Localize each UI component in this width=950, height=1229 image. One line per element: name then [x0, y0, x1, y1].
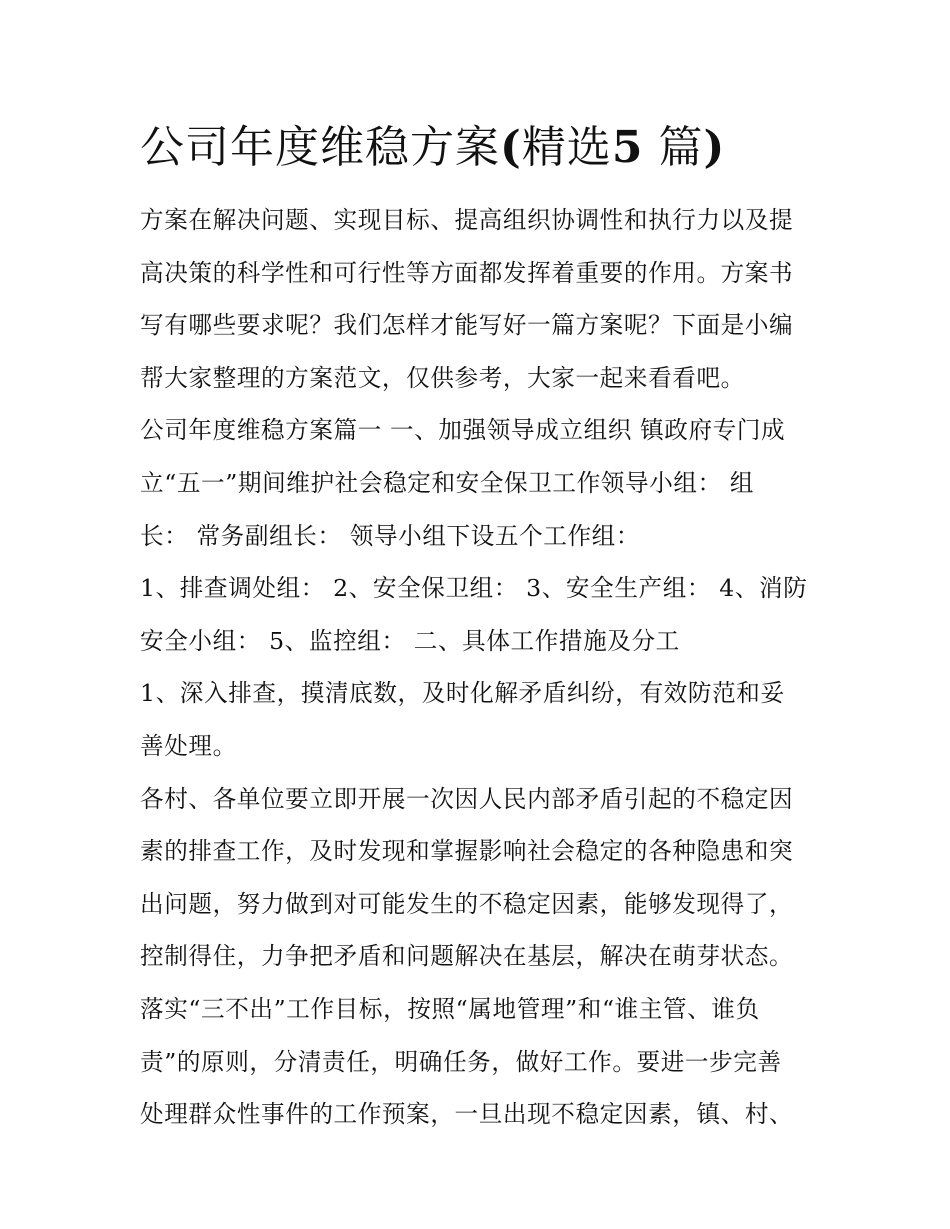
title-suffix: 篇	[658, 122, 704, 173]
title-number: 5	[611, 122, 644, 173]
title-prefix: 公司年度维稳方案	[140, 122, 500, 173]
text-line: 方案在解决问题、实现目标、提高组织协调性和执行力以及提	[140, 206, 794, 234]
text-line: 处理群众性事件的工作预案，一旦出现不稳定因素，镇、村、	[140, 1100, 794, 1129]
text-line: 公司年度维稳方案篇一 一、加强领导成立组织 镇政府专门成	[140, 416, 786, 445]
text-line: 立“五一”期间维护社会稳定和安全保卫工作领导小组： 组	[140, 468, 755, 497]
text-line: 素的排查工作，及时发现和掌握影响社会稳定的各种隐患和突	[140, 837, 794, 866]
text-line: 各村、各单位要立即开展一次因人民内部矛盾引起的不稳定因	[140, 784, 794, 813]
document-title	[140, 116, 840, 180]
text-line: 落实“三不出”工作目标，按照“属地管理”和“谁主管、谁负	[140, 994, 760, 1023]
text-line: 责”的原则，分清责任，明确任务，做好工作。要进一步完善	[140, 1047, 782, 1076]
text-line: 出问题，努力做到对可能发生的不稳定因素，能够发现得了，	[140, 889, 794, 918]
text-line: 写有哪些要求呢？我们怎样才能写好一篇方案呢？下面是小编	[140, 311, 794, 340]
text-line: 1、深入排查，摸清底数，及时化解矛盾纠纷，有效防范和妥	[140, 679, 785, 708]
title-paren-open: (	[500, 122, 522, 173]
text-line: 控制得住，力争把矛盾和问题解决在基层，解决在萌芽状态。	[140, 942, 794, 971]
text-line: 安全小组： 5、监控组： 二、具体工作措施及分工	[140, 626, 680, 655]
title-paren-close: )	[703, 122, 726, 173]
text-line: 善处理。	[140, 731, 237, 760]
text-line: 高决策的科学性和可行性等方面都发挥着重要的作用。方案书	[140, 258, 794, 287]
title-middle: 精选	[521, 122, 612, 173]
text-line: 长： 常务副组长： 领导小组下设五个工作组：	[140, 521, 641, 550]
text-line: 1、排查调处组： 2、安全保卫组： 3、安全生产组： 4、消防	[140, 574, 808, 603]
text-line: 帮大家整理的方案范文，仅供参考，大家一起来看看吧。	[140, 363, 745, 392]
document-body	[140, 194, 820, 1141]
